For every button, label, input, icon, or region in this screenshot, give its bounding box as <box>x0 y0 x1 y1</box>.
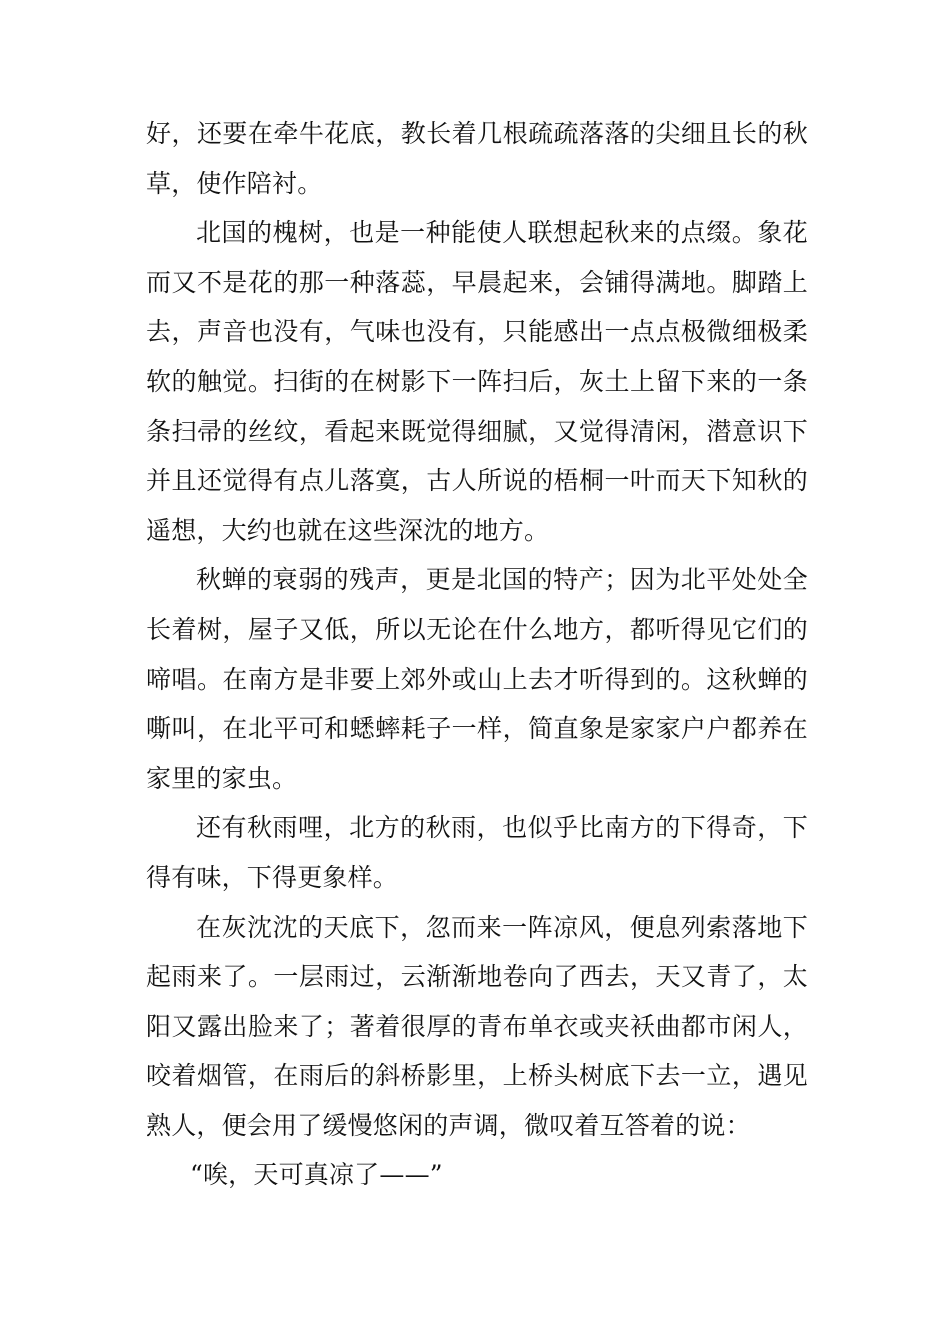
paragraph-quote: “唉，天可真凉了——” <box>190 1160 443 1190</box>
body-text <box>146 109 808 1200</box>
paragraph-morning-glory: 好，还要在牵牛花底，教长着几根疏疏落落的尖细且长的秋草，使作陪衬。 <box>146 119 808 198</box>
paragraph-locust-tree: 北国的槐树，也是一种能使人联想起秋来的点缀。象花而又不是花的那一种落蕊，早晨起来，会铺得满地。脚踏上去，声音也没有，气味也没有，只能感出一点点极微细极柔软的触觉。扫街的在树影下一阵扫后，灰土上留下来的一条条扫帚的丝纹，看起来既觉得细腻，又觉得清闲，潜意识下并且还觉得有点儿落寞，古人所说的梧桐一叶而天下知秋的遥想，大约也就在这些深沈的地方。 <box>146 218 808 545</box>
paragraph-autumn-rain: 还有秋雨哩，北方的秋雨，也似乎比南方的下得奇，下得有味，下得更象样。 <box>146 813 808 892</box>
paragraph-after-rain: 在灰沈沈的天底下，忽而来一阵凉风，便息列索落地下起雨来了。一层雨过，云渐渐地卷向了西去，天又青了，太阳又露出脸来了；著着很厚的青布单衣或夹袄曲都市闲人，咬着烟管，在雨后的斜桥影里，上桥头树底下去一立，遇见熟人，便会用了缓慢悠闲的声调，微叹着互答着的说： <box>146 912 808 1140</box>
paragraph-autumn-cicada: 秋蝉的衰弱的残声，更是北国的特产；因为北平处处全长着树，屋子又低，所以无论在什么地方，都听得见它们的啼唱。在南方是非要上郊外或山上去才听得到的。这秋蝉的嘶叫，在北平可和蟋蟀耗子一样，简直象是家家户户都养在家里的家虫。 <box>146 565 808 793</box>
